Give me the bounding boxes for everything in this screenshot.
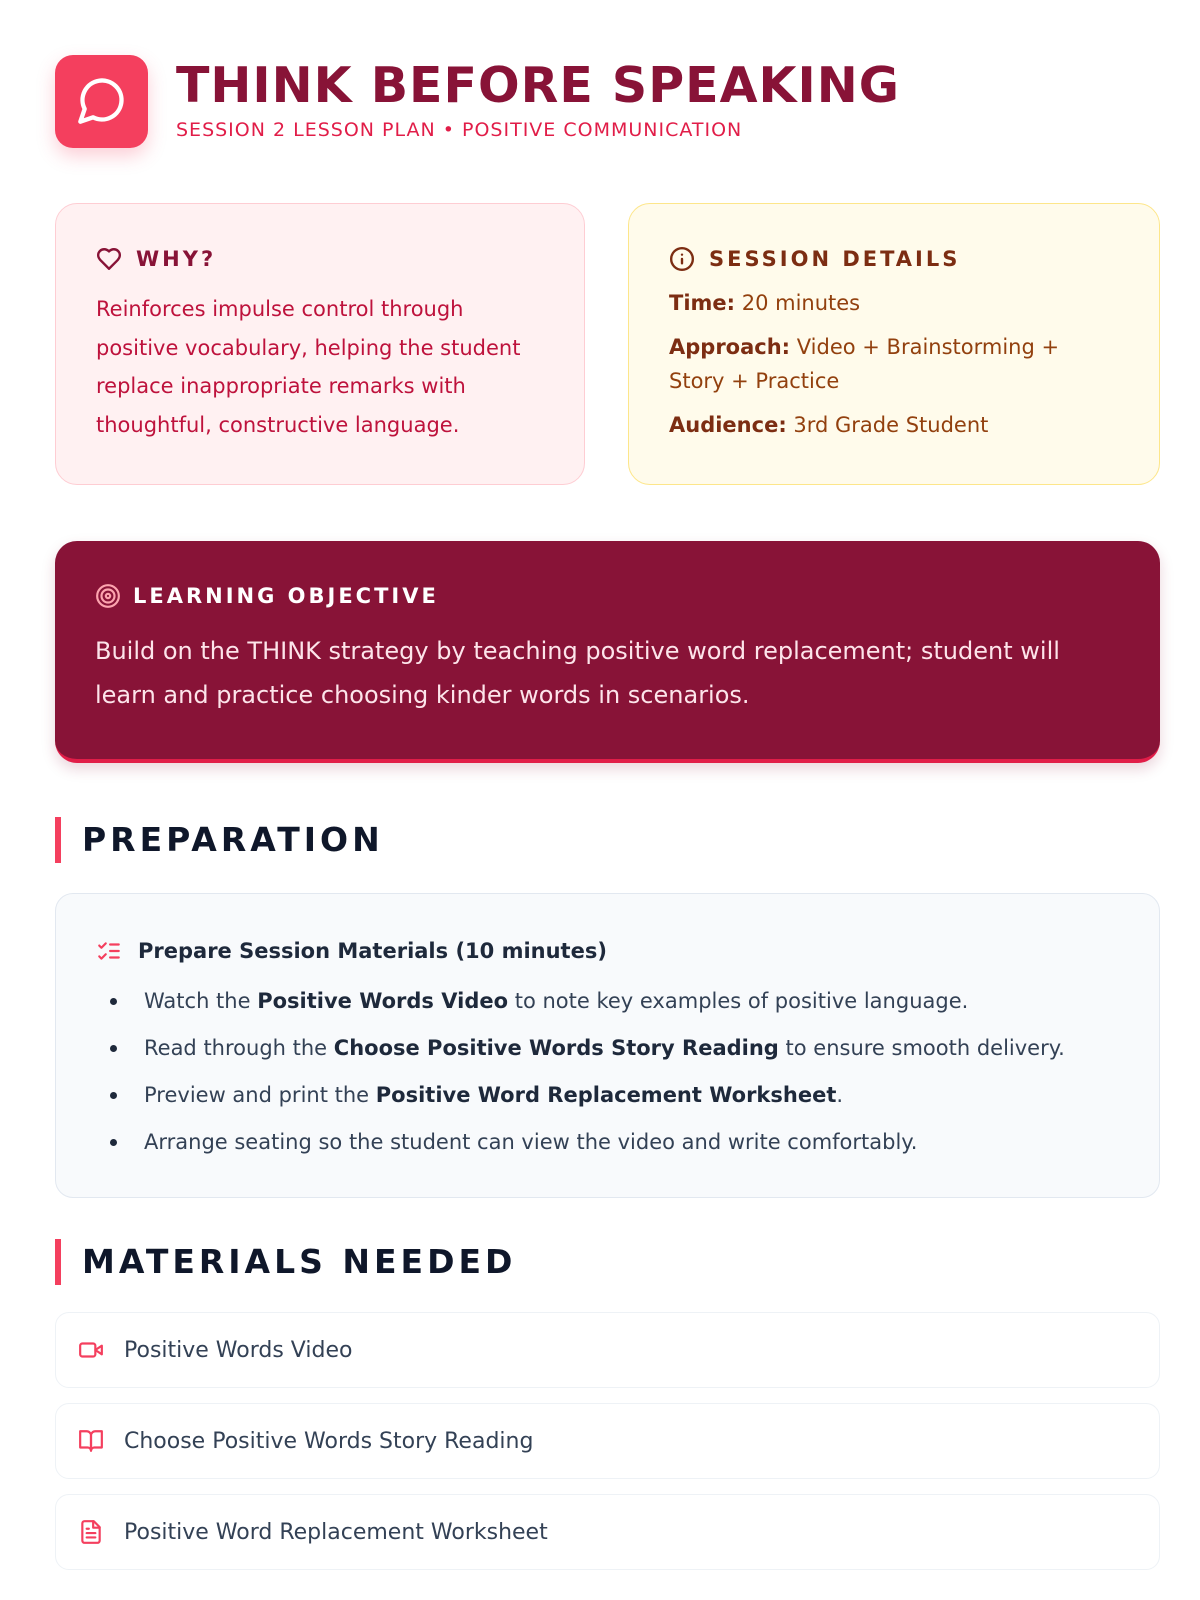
detail-time	[669, 286, 1119, 320]
session-details-card	[628, 203, 1160, 485]
item-text: to note key examples of positive language.	[508, 989, 969, 1013]
page-subtitle: SESSION 2 LESSON PLAN • POSITIVE COMMUNICATION	[176, 119, 743, 141]
item-text: .	[836, 1083, 844, 1107]
learning-objective-heading-label: LEARNING OBJECTIVE	[133, 584, 439, 608]
why-text: Reinforces impulse control through positive vocabulary, helping the student replace inappropriate remarks with thoughtful, constructive language.	[96, 297, 521, 437]
detail-audience-label: Audience:	[669, 413, 787, 437]
detail-approach-label: Approach:	[669, 335, 791, 359]
detail-audience	[669, 408, 1119, 442]
why-heading	[96, 242, 544, 276]
heart-icon	[96, 246, 122, 272]
preparation-list	[96, 978, 1119, 1166]
session-details-heading-label: SESSION DETAILS	[709, 247, 961, 271]
document-icon	[78, 1519, 104, 1545]
checklist-icon	[96, 938, 122, 964]
session-details-heading	[669, 242, 1119, 276]
video-icon	[78, 1337, 104, 1363]
item-emphasis: Positive Words Video	[257, 989, 509, 1013]
preparation-heading-label: Prepare Session Materials (10 minutes)	[138, 939, 607, 963]
material-label: Positive Words Video	[124, 1337, 353, 1363]
preparation-box	[55, 893, 1160, 1198]
preparation-heading	[96, 936, 1119, 966]
learning-objective-card	[55, 541, 1160, 763]
material-item-worksheet	[55, 1494, 1160, 1570]
item-text: Read through the	[144, 1036, 334, 1060]
book-icon	[78, 1428, 104, 1454]
why-heading-label: WHY?	[136, 247, 217, 271]
detail-approach	[669, 330, 1119, 398]
why-card	[55, 203, 585, 485]
item-text: Watch the	[144, 989, 258, 1013]
learning-objective-heading	[95, 579, 1120, 613]
chat-bubble-icon	[76, 74, 128, 130]
info-icon	[669, 246, 695, 272]
detail-approach-value: Video + Brainstorming + Story + Practice	[669, 335, 1060, 393]
preparation-section-title: PREPARATION	[55, 817, 655, 863]
detail-audience-value: 3rd Grade Student	[786, 413, 989, 437]
learning-objective-text: Build on the THINK strategy by teaching positive word replacement; student will learn and practice choosing kinder words in scenarios.	[95, 637, 1060, 709]
detail-time-value: 20 minutes	[735, 291, 861, 315]
list-item	[96, 1072, 1119, 1119]
item-emphasis: Choose Positive Words Story Reading	[333, 1036, 779, 1060]
list-item	[96, 978, 1119, 1025]
materials-section-title: MATERIALS NEEDED	[55, 1239, 655, 1285]
target-icon	[95, 583, 121, 609]
material-item-story	[55, 1403, 1160, 1479]
material-label: Positive Word Replacement Worksheet	[124, 1519, 548, 1545]
material-item-video	[55, 1312, 1160, 1388]
material-label: Choose Positive Words Story Reading	[124, 1428, 534, 1454]
logo	[55, 55, 148, 148]
item-emphasis: Positive Word Replacement Worksheet	[375, 1083, 837, 1107]
list-item	[96, 1025, 1119, 1072]
item-text: to ensure smooth delivery.	[778, 1036, 1065, 1060]
page-title: THINK BEFORE SPEAKING	[176, 57, 900, 114]
detail-time-label: Time:	[669, 291, 736, 315]
list-item	[96, 1119, 1119, 1166]
item-text: Arrange seating so the student can view the video and write comfortably.	[144, 1130, 918, 1154]
item-text: Preview and print the	[144, 1083, 376, 1107]
